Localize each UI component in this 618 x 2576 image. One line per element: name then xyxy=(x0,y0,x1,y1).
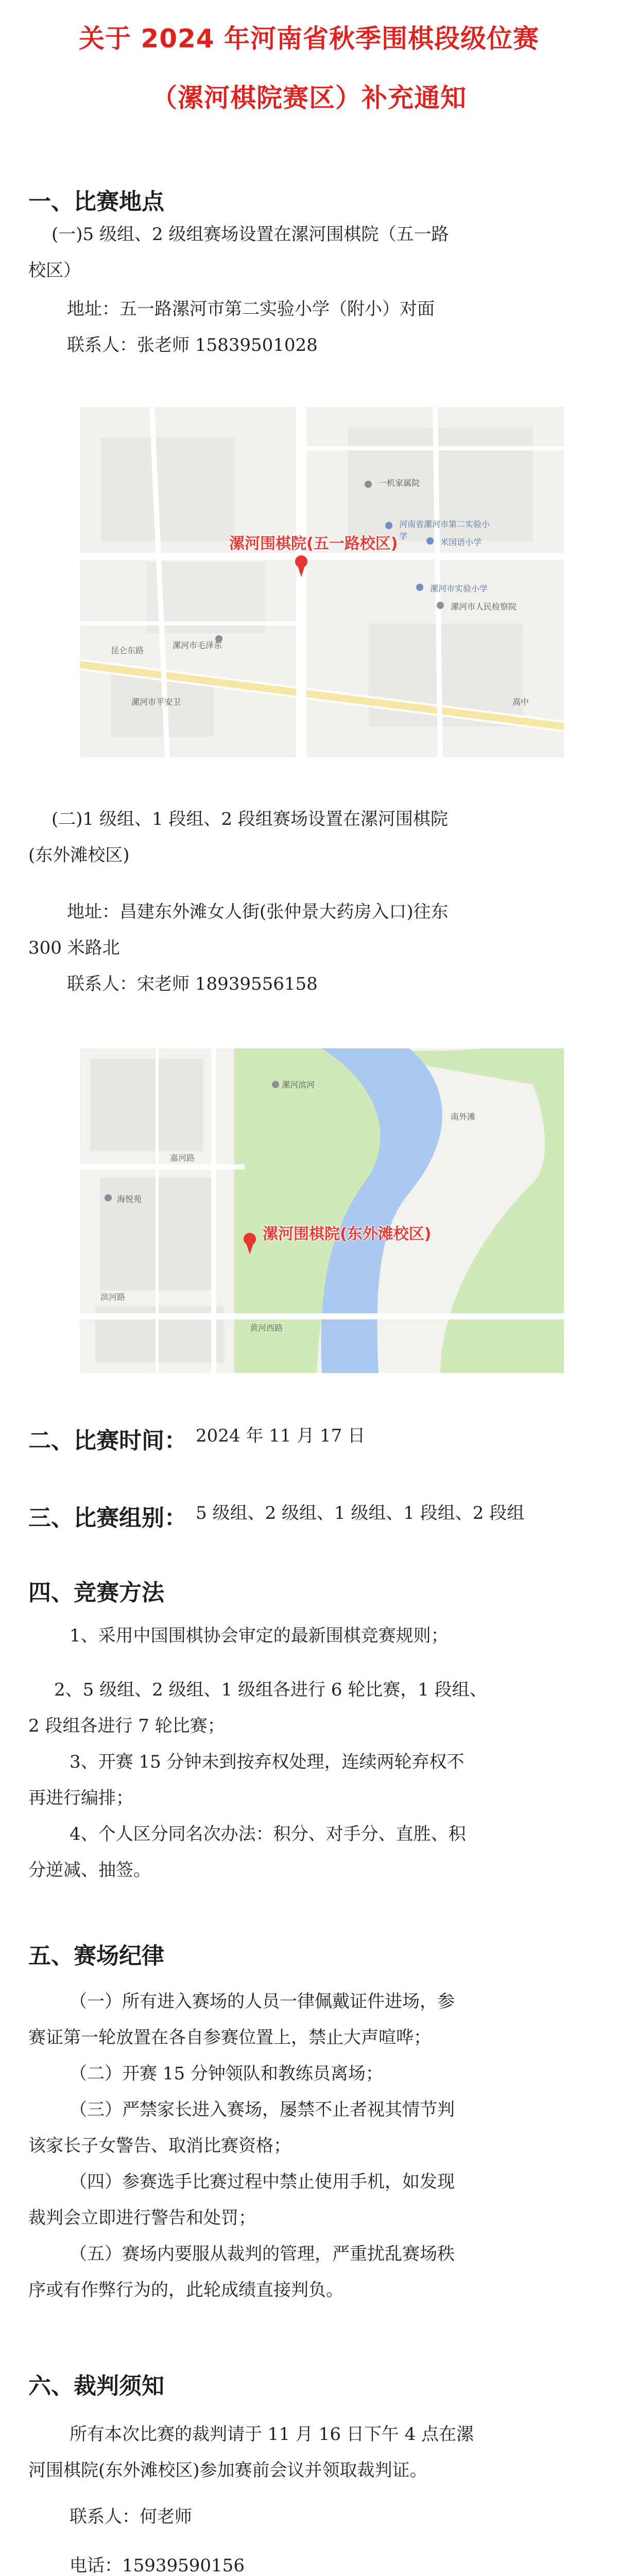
rule1-line2: 赛证第一轮放置在各自参赛位置上，禁止大声喧哗； xyxy=(28,2027,431,2048)
section2-heading: 二、比赛时间： xyxy=(28,1428,187,1454)
venue2-line1: (二)1 级组、1 段组、2 段组赛场设置在漯河围棋院 xyxy=(52,809,448,829)
referee-phone: 电话：15939590156 xyxy=(70,2555,245,2576)
method-item4-line1: 4、个人区分同名次办法：积分、对手分、直胜、积 xyxy=(70,1824,466,1844)
rule4-line2: 裁判会立即进行警告和处罚； xyxy=(28,2208,256,2228)
referee-line1: 所有本次比赛的裁判请于 11 月 16 日下午 4 点在漯 xyxy=(70,2424,474,2445)
map-wuyi-campus xyxy=(80,407,564,757)
section3-heading: 三、比赛组别： xyxy=(28,1505,187,1531)
venue1-line1: (一)5 级组、2 级组赛场设置在漯河围棋院（五一路 xyxy=(52,224,449,245)
map1-place-9: 高中 xyxy=(512,697,529,707)
rule3-line2: 该家长子女警告、取消比赛资格； xyxy=(28,2136,291,2156)
map1-place-8: 漯河市平安卫 xyxy=(131,697,181,707)
method-item3-line1: 3、开赛 15 分钟未到按弃权处理，连续两轮弃权不 xyxy=(70,1752,465,1772)
notice-title-line2: （漯河棋院赛区）补充通知 xyxy=(151,83,467,113)
map-waitan-campus xyxy=(80,1048,564,1373)
section5-heading: 五、赛场纪律 xyxy=(28,1943,164,1969)
venue1-address: 地址：五一路漯河市第二实验小学（附小）对面 xyxy=(67,299,435,319)
section4-heading: 四、竞赛方法 xyxy=(28,1580,164,1606)
rule2: （二）开赛 15 分钟领队和教练员离场； xyxy=(70,2063,383,2084)
map1-place-3: 米国语小学 xyxy=(440,537,482,547)
venue1-line2: 校区） xyxy=(28,260,81,281)
map2-venue-label: 漯河围棋院(东外滩校区) xyxy=(263,1225,432,1243)
referee-line2: 河围棋院(东外滩校区)参加赛前会议并领取裁判证。 xyxy=(28,2460,427,2481)
method-item2-line1: 2、5 级组、2 级组、1 级组各进行 6 轮比赛，1 段组、 xyxy=(54,1680,487,1700)
map1-venue-label: 漯河围棋院(五一路校区) xyxy=(229,535,398,553)
venue2-address-line1: 地址：昌建东外滩女人街(张仲景大药房入口)往东 xyxy=(67,902,449,922)
rule5-line2: 序或有作弊行为的，此轮成绩直接判负。 xyxy=(28,2280,344,2300)
map-waitan-drawing xyxy=(80,1048,564,1373)
map1-place-1: 一机家属院 xyxy=(379,478,420,488)
rule4-line1: （四）参赛选手比赛过程中禁止使用手机，如发现 xyxy=(70,2172,455,2192)
venue2-contact: 联系人：宋老师 18939556158 xyxy=(67,974,318,994)
map1-place-2: 河南省漯河市第二实验小学 xyxy=(399,519,490,541)
map1-place-4: 漯河市实验小学 xyxy=(430,584,488,594)
method-item2-line2: 2 段组各进行 7 轮比赛； xyxy=(28,1716,225,1736)
rule1-line1: （一）所有进入赛场的人员一律佩戴证件进场，参 xyxy=(70,1991,455,2012)
map2-place-4: 海悦苑 xyxy=(117,1194,142,1204)
rule3-line1: （三）严禁家长进入赛场，屡禁不止者视其情节判 xyxy=(70,2099,455,2120)
map2-place-6: 黄河西路 xyxy=(250,1323,283,1333)
section6-heading: 六、裁判须知 xyxy=(28,2373,164,2399)
venue2-address-line2: 300 米路北 xyxy=(28,938,120,958)
section2-value: 2024 年 11 月 17 日 xyxy=(196,1426,366,1446)
venue2-line2: (东外滩校区) xyxy=(28,845,130,866)
section1-heading: 一、比赛地点 xyxy=(28,189,164,215)
map1-place-6: 昆仑东路 xyxy=(111,646,144,655)
map1-place-5: 漯河市人民检察院 xyxy=(451,602,517,612)
method-item1: 1、采用中国围棋协会审定的最新围棋竞赛规则； xyxy=(70,1625,449,1646)
notice-title-line1: 关于 2024 年河南省秋季围棋段级位赛 xyxy=(79,24,539,54)
map1-place-7: 漯河市毛泽东 xyxy=(173,640,222,650)
rule5-line1: （五）赛场内要服从裁判的管理，严重扰乱赛场秩 xyxy=(70,2244,455,2264)
map2-place-1: 漯河滨河 xyxy=(282,1080,315,1090)
map2-place-5: 滨河路 xyxy=(100,1292,126,1302)
section3-value: 5 级组、2 级组、1 级组、1 段组、2 段组 xyxy=(196,1503,525,1523)
map2-place-3: 嘉河路 xyxy=(170,1153,195,1163)
venue1-contact: 联系人：张老师 15839501028 xyxy=(67,335,318,355)
referee-contact: 联系人：何老师 xyxy=(70,2506,192,2527)
method-item3-line2: 再进行编排； xyxy=(28,1788,133,1808)
method-item4-line2: 分逆减、抽签。 xyxy=(28,1860,151,1880)
map2-place-2: 南外滩 xyxy=(451,1112,476,1122)
